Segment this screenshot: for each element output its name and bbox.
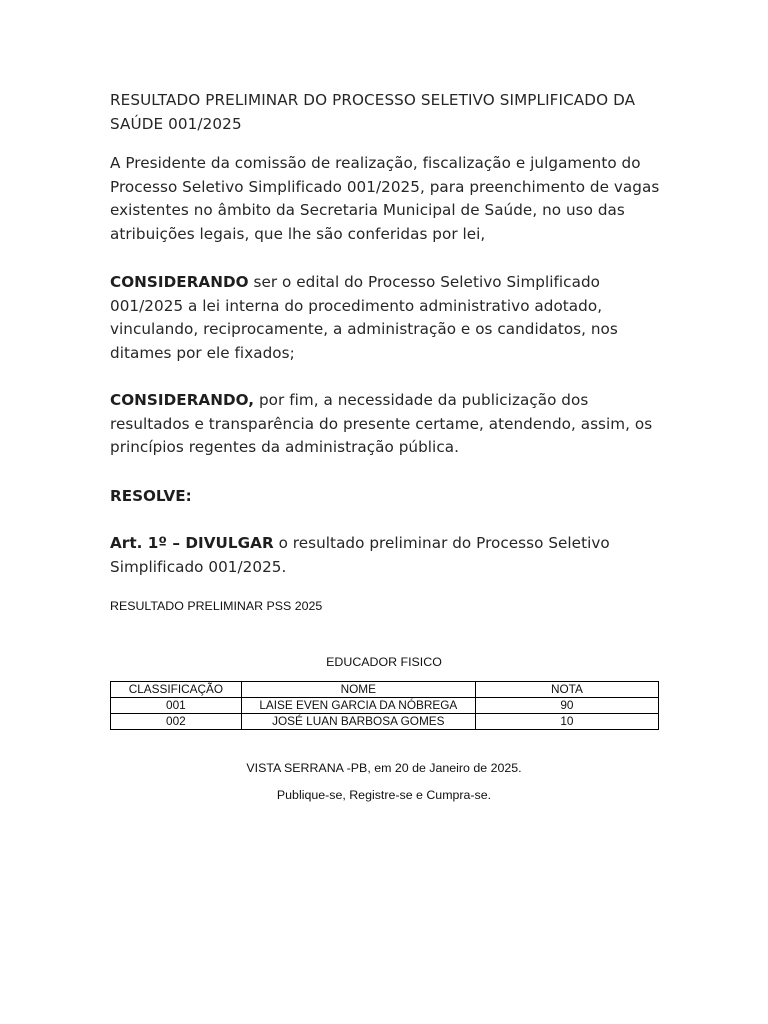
considering-keyword-1: CONSIDERANDO: [110, 273, 249, 291]
header-score: NOTA: [475, 682, 658, 698]
considering-text-1: ser o edital do Processo Seletivo Simplificado 001/2025 a lei interna do procedimento administrativo adotado, vinculando, reciprocamente, a administração e os candidatos, nos ditames por ele fixados;: [110, 273, 618, 363]
considering-keyword-2: CONSIDERANDO,: [110, 391, 255, 409]
cell-score: 90: [475, 698, 658, 714]
cell-name: LAISE EVEN GARCIA DA NÓBREGA: [241, 698, 475, 714]
table-row: [111, 714, 659, 730]
header-name: NOME: [241, 682, 475, 698]
article-keyword: Art. 1º – DIVULGAR: [110, 534, 274, 552]
document-title: [110, 88, 670, 136]
table-header-row: [111, 682, 659, 698]
document-title-line-2: SAÚDE 001/2025: [110, 115, 242, 133]
result-label: RESULTADO PRELIMINAR PSS 2025: [110, 599, 323, 613]
table-row: [111, 698, 659, 714]
place-date: VISTA SERRANA -PB, em 20 de Janeiro de 2025.: [246, 761, 522, 775]
header-classification: CLASSIFICAÇÃO: [111, 682, 242, 698]
resolve-heading: RESOLVE:: [110, 487, 192, 505]
cell-classification: 002: [111, 714, 242, 730]
article-paragraph: [110, 532, 670, 579]
intro-paragraph: A Presidente da comissão de realização, fiscalização e julgamento do Processo Seletivo Simplificado 001/2025, para preenchimento de vagas existentes no âmbito da Secretaria Municipal de Saúde, no uso das atribuições legais, que lhe são conferidas por lei,: [110, 154, 660, 244]
considering-paragraph-2: [110, 389, 670, 460]
cell-score: 10: [475, 714, 658, 730]
cell-name: JOSÉ LUAN BARBOSA GOMES: [241, 714, 475, 730]
cell-classification: 001: [111, 698, 242, 714]
results-table: [110, 681, 659, 730]
document-title-line-1: RESULTADO PRELIMINAR DO PROCESSO SELETIVO SIMPLIFICADO DA: [110, 91, 636, 109]
considering-text-2: por fim, a necessidade da publicização dos resultados e transparência do presente certame, atendendo, assim, os princípios regentes da administração pública.: [110, 391, 653, 457]
article-text: o resultado preliminar do Processo Seletivo Simplificado 001/2025.: [110, 534, 610, 576]
publish-note: Publique-se, Registre-se e Cumpra-se.: [276, 788, 492, 802]
role-label: EDUCADOR FISICO: [326, 655, 442, 669]
considering-paragraph-1: [110, 271, 670, 366]
